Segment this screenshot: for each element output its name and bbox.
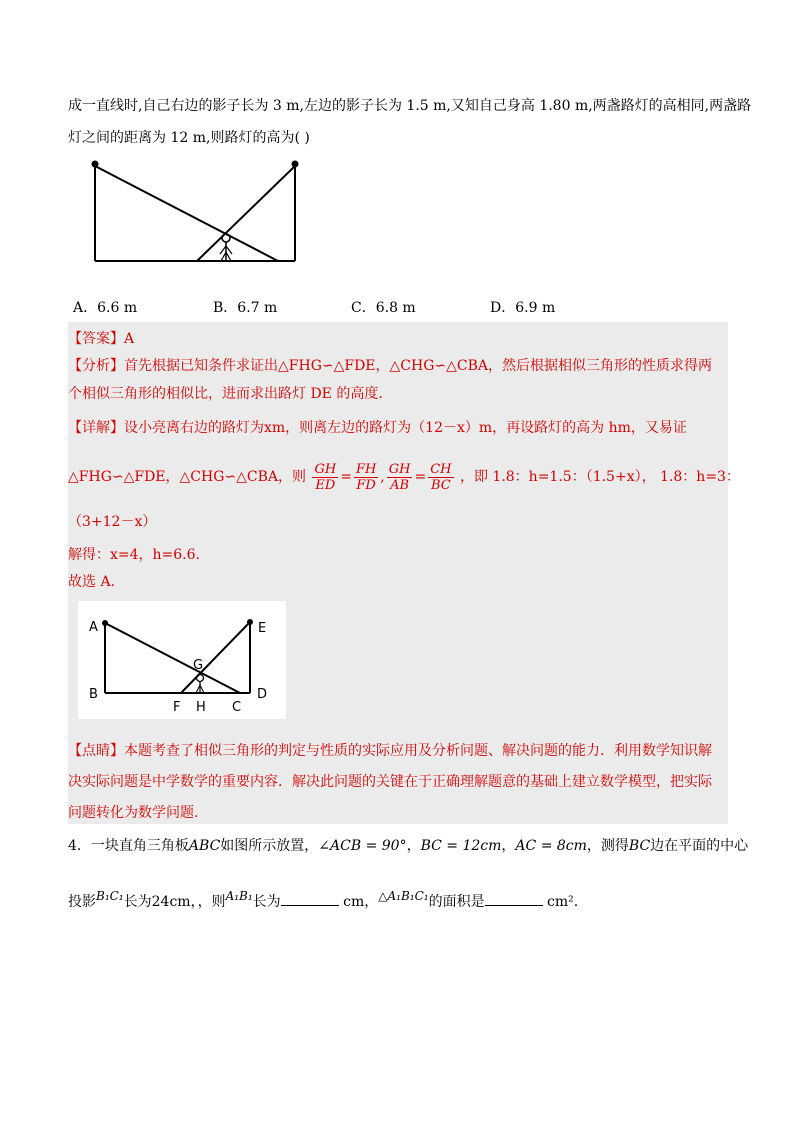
solve-line: 解得：x=4，h=6.6.	[68, 547, 200, 563]
problem4-line1: 4．一块直角三角板ABC如图所示放置，∠ACB = 90°，BC = 12cm，AC = 8cm，测得BC边在平面的中心	[68, 838, 749, 854]
person-head-icon	[222, 234, 230, 242]
triangle-abc: ABC	[188, 838, 221, 854]
fraction-fh-fd: $\frac{FH}{FD}$	[355, 461, 377, 493]
option-b: B．6.7 m	[213, 300, 278, 316]
comment-line3: 问题转化为数学问题.	[68, 805, 199, 821]
analysis-line2: 个相似三角形的相似比，进而求出路灯 DE 的高度.	[68, 386, 383, 402]
comment-line1: 【点睛】本题考查了相似三角形的判定与性质的实际应用及分析问题、解决问题的能力．利用数学知识解	[68, 743, 712, 759]
side-bc: BC	[628, 838, 651, 854]
analysis-line1: 【分析】首先根据已知条件求证出△FHG∽△FDE，△CHG∽△CBA，然后根据相似三角形的性质求得两	[68, 358, 713, 374]
choose-line: 故选 A.	[68, 574, 116, 590]
triangle-a1b1c1: △A₁B₁C₁	[378, 889, 429, 903]
label-e: E	[258, 621, 267, 636]
length-ac: AC = 8cm	[515, 838, 587, 854]
fraction-ch-bc: $\frac{CH}{BC}$	[430, 461, 452, 493]
fraction-gh-ab: $\frac{GH}{AB}$	[388, 461, 411, 493]
problem3-figure	[80, 150, 320, 270]
solution-figure	[78, 601, 286, 719]
detail-line2: △FHG∽△FDE，△CHG∽△CBA，则 $\frac{GH}{ED}$ = $\frac{FH}{FD}$ , $\frac{GH}{AB}$ = $\frac{CH}{BC}$ ，即 1.8：h=1.5：（1.5+x）， 1.8：h=3：	[68, 461, 740, 493]
detail-line2-suffix: ，即 1.8：h=1.5：（1.5+x）， 1.8：h=3：	[459, 469, 740, 485]
option-c: C．6.8 m	[351, 300, 416, 316]
option-a: A．6.6 m	[73, 300, 138, 316]
segment-a1b1: A₁B₁	[225, 889, 253, 903]
angle-acb: ∠ACB = 90°	[318, 838, 407, 854]
fraction-gh-ed: $\frac{GH}{ED}$	[314, 461, 337, 493]
answer-line: 【答案】A	[68, 331, 135, 347]
option-d: D．6.9 m	[490, 300, 556, 316]
length-bc: BC = 12cm	[420, 838, 502, 854]
label-h: H	[196, 700, 206, 715]
answer-blank-1[interactable]	[281, 891, 339, 906]
problem4-line2: 投影B₁C₁长为24cm，，则A₁B₁长为 cm，△A₁B₁C₁的面积是 cm².	[68, 889, 579, 910]
segment-b1c1: B₁C₁	[96, 889, 124, 903]
answer-blank-2[interactable]	[485, 891, 543, 906]
length-24cm: 24cm	[151, 894, 191, 910]
problem3-line1: 成一直线时,自己右边的影子长为 3 m,左边的影子长为 1.5 m,又知自己身高 1.80 m,两盏路灯的高相同,两盏路	[68, 98, 752, 114]
problem3-line2: 灯之间的距离为 12 m,则路灯的高为( )	[68, 130, 310, 146]
right-light-ray	[197, 166, 295, 261]
label-d: D	[257, 687, 268, 702]
label-f: F	[173, 700, 181, 715]
label-c: C	[232, 700, 242, 715]
label-g: G	[193, 658, 204, 673]
left-light-ray	[95, 166, 278, 261]
label-a: A	[89, 620, 98, 635]
comment-line2: 决实际问题是中学数学的重要内容．解决此问题的关键在于正确理解题意的基础上建立数学模型，把实际	[68, 774, 712, 790]
detail-line2-prefix: △FHG∽△FDE，△CHG∽△CBA，则	[68, 469, 307, 485]
detail-line3: （3+12－x）	[68, 514, 157, 530]
label-b: B	[89, 687, 98, 702]
detail-line1: 【详解】设小亮离右边的路灯为xm，则离左边的路灯为（12－x）m，再设路灯的高为 hm，又易证	[68, 420, 687, 436]
